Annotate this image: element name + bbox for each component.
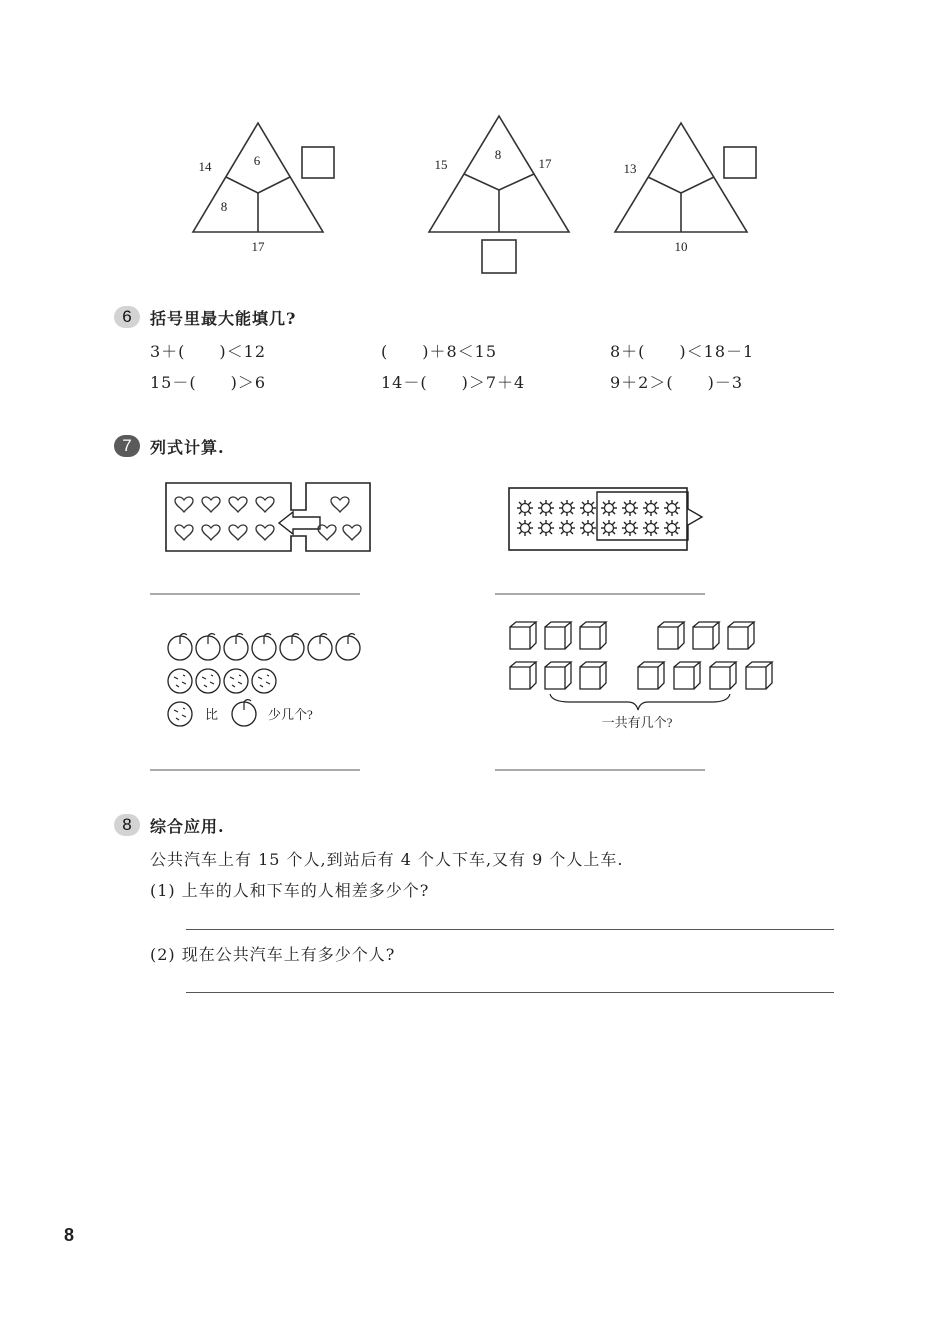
section-7-figures xyxy=(0,470,950,790)
page-number: 8 xyxy=(64,1225,75,1245)
answer-box-3[interactable] xyxy=(724,147,756,178)
answer-box-1[interactable] xyxy=(302,147,334,178)
tri1-top-number: 6 xyxy=(253,153,261,168)
cube-figure xyxy=(510,622,772,710)
answer-line-q1[interactable] xyxy=(186,929,834,930)
triangle-puzzles xyxy=(0,0,950,290)
fruit-compare-question: 少几个? xyxy=(268,707,313,722)
sun-figure xyxy=(509,488,702,550)
tri3-left-side-number: 13 xyxy=(623,161,637,176)
tri1-bottom-number: 17 xyxy=(251,239,265,254)
tri1-left-inner-number: 8 xyxy=(220,199,228,214)
answer-box-2[interactable] xyxy=(482,240,516,273)
fruit-compare-bi: 比 xyxy=(205,707,219,722)
triangle-3-divider xyxy=(648,177,714,193)
tri1-left-side-number: 14 xyxy=(198,159,212,174)
tri2-right-side-number: 17 xyxy=(538,156,552,171)
inequality-2-2[interactable]: 14－( )＞7＋4 xyxy=(381,373,526,392)
question-2: (2) 现在公共汽车上有多少个人? xyxy=(150,945,396,964)
section-7-title: 列式计算. xyxy=(150,437,225,457)
section-8-title: 综合应用. xyxy=(150,816,225,836)
section-6-heading xyxy=(114,304,296,330)
triangle-1-divider xyxy=(226,177,290,193)
fruit-figure xyxy=(168,634,360,726)
triangle-2-divider xyxy=(464,174,534,190)
tri3-bottom-number: 10 xyxy=(674,239,688,254)
inequality-2-1[interactable]: 15－( )＞6 xyxy=(150,373,267,392)
question-1: (1) 上车的人和下车的人相差多少个? xyxy=(150,881,430,900)
inequality-1-2[interactable]: ( )＋8＜15 xyxy=(381,342,498,361)
inequality-1-3[interactable]: 8＋( )＜18－1 xyxy=(610,342,755,361)
answer-line-q2[interactable] xyxy=(186,992,834,993)
section-7-number: 7 xyxy=(114,435,140,457)
inequality-1-1[interactable]: 3＋( )＜12 xyxy=(150,342,267,361)
heart-figure xyxy=(166,483,370,551)
section-8-number: 8 xyxy=(114,814,140,836)
section-8-heading xyxy=(114,812,225,838)
section-7-heading xyxy=(114,433,225,459)
tri2-top-number: 8 xyxy=(494,147,502,162)
section-6-number: 6 xyxy=(114,306,140,328)
tri2-left-side-number: 15 xyxy=(434,157,448,172)
problem-statement: 公共汽车上有 15 个人,到站后有 4 个人下车,又有 9 个人上车. xyxy=(150,850,624,869)
section-6-title: 括号里最大能填几? xyxy=(150,308,297,328)
inequality-2-3[interactable]: 9＋2＞( )－3 xyxy=(610,373,744,392)
cube-question: 一共有几个? xyxy=(601,715,673,730)
